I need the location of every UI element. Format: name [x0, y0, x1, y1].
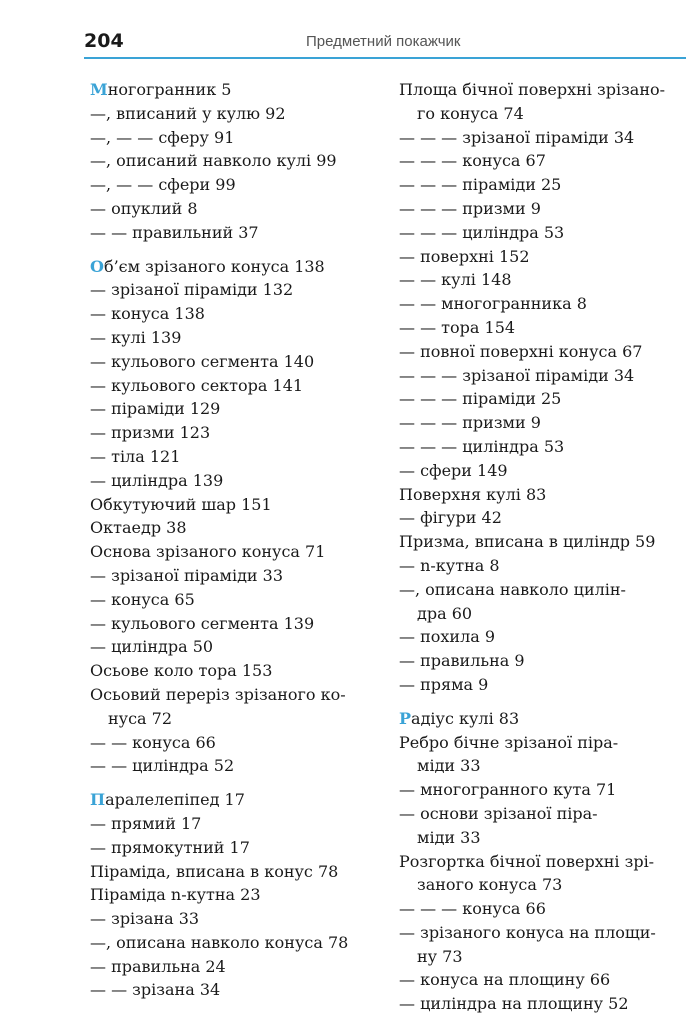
index-entry: [90, 278, 375, 302]
index-column-right: [399, 78, 684, 1016]
index-entry: [90, 374, 375, 398]
index-entry-text: — — кулі 148: [399, 270, 512, 290]
index-entry: [90, 907, 375, 931]
index-entry-text: — кульового сегмента 139: [90, 613, 315, 633]
index-entry-text: — прямокутний 17: [90, 837, 250, 857]
index-entry: [399, 707, 684, 731]
index-entry: [90, 126, 375, 150]
index-entry: [399, 102, 684, 126]
index-entry: [399, 968, 684, 992]
index-entry-text: — — циліндра 52: [90, 756, 235, 776]
index-entry: [90, 540, 375, 564]
index-entry: [399, 945, 684, 969]
index-entry-text: — поверхні 152: [399, 246, 530, 266]
index-entry: [90, 931, 375, 955]
index-entry: [399, 602, 684, 626]
index-entry-text: — циліндра 139: [90, 470, 224, 490]
index-entry-text: — — многогранника 8: [399, 294, 587, 314]
index-entry-text: — циліндра на площину 52: [399, 994, 629, 1014]
index-entry: [399, 897, 684, 921]
index-entry: [90, 731, 375, 755]
index-entry: [399, 173, 684, 197]
index-entry: [399, 292, 684, 316]
index-entry-text: — — — циліндра 53: [399, 436, 565, 456]
index-entry: [399, 778, 684, 802]
index-entry-text: — піраміди 129: [90, 399, 221, 419]
index-entry-text: — — — зрізаної піраміди 34: [399, 127, 635, 147]
index-entry-text: — — — зрізаної піраміди 34: [399, 365, 635, 385]
index-entry-text: — циліндра 50: [90, 637, 214, 657]
index-entry: [90, 564, 375, 588]
page-number: 204: [84, 30, 124, 52]
index-entry: [399, 435, 684, 459]
index-entry-text: аралелепіпед 17: [105, 790, 245, 810]
index-entry-text: —, вписаний у кулю 92: [90, 103, 286, 123]
index-entry: [90, 78, 375, 102]
index-entry: [399, 530, 684, 554]
header-divider: [84, 57, 686, 59]
index-entry-text: Призма, вписана в циліндр 59: [399, 532, 656, 552]
index-entry: [399, 387, 684, 411]
index-entry: [90, 836, 375, 860]
index-entry-text: —, описана навколо цилін-: [399, 579, 626, 599]
index-entry: [399, 126, 684, 150]
index-entry: [399, 921, 684, 945]
index-entry-text: — — — призми 9: [399, 198, 541, 218]
index-entry-text: ногогранник 5: [107, 80, 232, 99]
index-entry-text: Розгортка бічної поверхні зрі-: [399, 851, 655, 871]
index-entry: [399, 149, 684, 173]
index-entry: [399, 268, 684, 292]
index-entry-text: — зрізана 33: [90, 909, 200, 929]
index-entry: [90, 445, 375, 469]
index-entry: [90, 707, 375, 731]
index-entry: [90, 350, 375, 374]
index-entry-text: міди 33: [417, 756, 481, 776]
index-entry: [399, 554, 684, 578]
index-entry: [90, 421, 375, 445]
index-entry-text: — конуса на площину 66: [399, 970, 611, 990]
index-entry: [399, 625, 684, 649]
index-entry-text: — кулі 139: [90, 327, 182, 347]
index-entry: [399, 802, 684, 826]
index-entry-text: Площа бічної поверхні зрізано-: [399, 80, 666, 99]
index-entry-text: —, описана навколо конуса 78: [90, 932, 349, 952]
section-initial-letter: О: [90, 256, 104, 276]
index-entry: [90, 812, 375, 836]
index-entry: [90, 302, 375, 326]
index-entry-text: — — — конуса 66: [399, 899, 546, 919]
index-entry: [399, 483, 684, 507]
index-entry: [399, 364, 684, 388]
index-entry-text: — зрізаного конуса на площи-: [399, 922, 656, 942]
index-entry-text: Поверхня кулі 83: [399, 484, 547, 504]
index-entry: [90, 149, 375, 173]
index-entry: [90, 255, 375, 279]
index-entry-text: — — зрізана 34: [90, 980, 221, 1000]
index-entry-text: Ребро бічне зрізаної піра-: [399, 732, 619, 752]
index-entry-text: Осьове коло тора 153: [90, 661, 273, 681]
index-entry: [399, 197, 684, 221]
index-entry-text: — правильна 24: [90, 956, 226, 976]
index-entry-text: міди 33: [417, 827, 481, 847]
index-entry-text: — конуса 65: [90, 589, 195, 609]
index-entry-text: — правильна 9: [399, 651, 525, 671]
index-entry: [399, 221, 684, 245]
index-entry: [399, 731, 684, 755]
index-entry: [90, 588, 375, 612]
index-entry-text: заного конуса 73: [417, 875, 563, 895]
index-entry: [399, 340, 684, 364]
index-entry-text: дра 60: [417, 603, 473, 623]
index-entry-text: — кульового сегмента 140: [90, 351, 315, 371]
index-entry-text: — — — піраміди 25: [399, 175, 562, 195]
index-entry: [90, 173, 375, 197]
index-entry: [90, 883, 375, 907]
index-entry-text: — прямий 17: [90, 813, 202, 833]
section-initial-letter: П: [90, 790, 106, 810]
index-entry-text: Октаедр 38: [90, 518, 187, 538]
index-entry-text: —, — — сферу 91: [90, 127, 235, 147]
index-entry-text: — кульового сектора 141: [90, 375, 304, 395]
index-entry-text: — n-кутна 8: [399, 555, 500, 575]
index-entry: [399, 673, 684, 697]
index-entry-text: нуса 72: [108, 708, 173, 728]
index-entry-text: го конуса 74: [417, 103, 524, 123]
index-entry-text: —, — — сфери 99: [90, 175, 236, 195]
index-entry-text: адіус кулі 83: [411, 708, 520, 728]
index-entry: [90, 493, 375, 517]
index-entry-text: — пряма 9: [399, 674, 489, 694]
index-entry-text: — — — циліндра 53: [399, 222, 565, 242]
index-entry-text: Обкутуючий шар 151: [90, 494, 272, 514]
index-entry-text: б’єм зрізаного конуса 138: [103, 256, 325, 276]
index-entry-text: — зрізаної піраміди 132: [90, 280, 294, 300]
index-entry-text: Основа зрізаного конуса 71: [90, 542, 326, 562]
index-entry: [90, 516, 375, 540]
index-entry-text: —, описаний навколо кулі 99: [90, 151, 337, 171]
index-entry: [399, 459, 684, 483]
index-entry-text: — — конуса 66: [90, 732, 216, 752]
index-entry-text: — призми 123: [90, 423, 211, 443]
index-entry: [399, 850, 684, 874]
index-entry: [399, 411, 684, 435]
index-entry-text: Осьовий переріз зрізаного ко-: [90, 684, 346, 704]
index-entry: [90, 397, 375, 421]
index-entry: [90, 102, 375, 126]
index-entry-text: — фігури 42: [399, 508, 502, 528]
index-entry-text: — основи зрізаної піра-: [399, 803, 598, 823]
header-title: Предметний покажчик: [306, 33, 461, 50]
index-entry-text: — опуклий 8: [90, 198, 198, 218]
index-entry: [90, 754, 375, 778]
index-entry-text: Піраміда, вписана в конус 78: [90, 861, 339, 881]
index-entry-text: — — тора 154: [399, 317, 516, 337]
index-entry: [90, 221, 375, 245]
index-entry: [399, 649, 684, 673]
index-entry: [90, 683, 375, 707]
index-entry: [399, 754, 684, 778]
index-entry: [399, 826, 684, 850]
index-entry: [90, 955, 375, 979]
index-entry: [90, 635, 375, 659]
index-entry: [90, 659, 375, 683]
index-entry: [399, 873, 684, 897]
index-entry-text: — зрізаної піраміди 33: [90, 565, 284, 585]
index-entry-text: — сфери 149: [399, 460, 508, 480]
index-entry-text: — многогранного кута 71: [399, 780, 617, 800]
index-entry: [399, 578, 684, 602]
index-entry: [399, 245, 684, 269]
index-entry-text: — — — призми 9: [399, 413, 541, 433]
index-entry-text: — конуса 138: [90, 304, 205, 324]
index-entry: [399, 78, 684, 102]
section-initial-letter: М: [90, 80, 108, 99]
index-entry-text: ну 73: [417, 946, 463, 966]
index-entry: [90, 326, 375, 350]
index-entry-text: — — — піраміди 25: [399, 389, 562, 409]
index-entry-text: — тіла 121: [90, 446, 181, 466]
index-entry: [90, 469, 375, 493]
index-entry-text: Піраміда n-кутна 23: [90, 885, 261, 905]
index-entry: [399, 506, 684, 530]
index-entry: [90, 978, 375, 1002]
page-header: [84, 26, 686, 60]
index-entry: [90, 197, 375, 221]
index-entry-text: — похила 9: [399, 627, 496, 647]
index-entry: [399, 992, 684, 1016]
index-entry-text: — — правильний 37: [90, 222, 259, 242]
section-initial-letter: Р: [399, 708, 412, 728]
index-entry: [90, 788, 375, 812]
index-column-left: [90, 78, 375, 1002]
index-entry: [90, 612, 375, 636]
index-entry: [399, 316, 684, 340]
index-entry: [90, 860, 375, 884]
index-entry-text: — — — конуса 67: [399, 151, 546, 171]
index-entry-text: — повної поверхні конуса 67: [399, 341, 643, 361]
